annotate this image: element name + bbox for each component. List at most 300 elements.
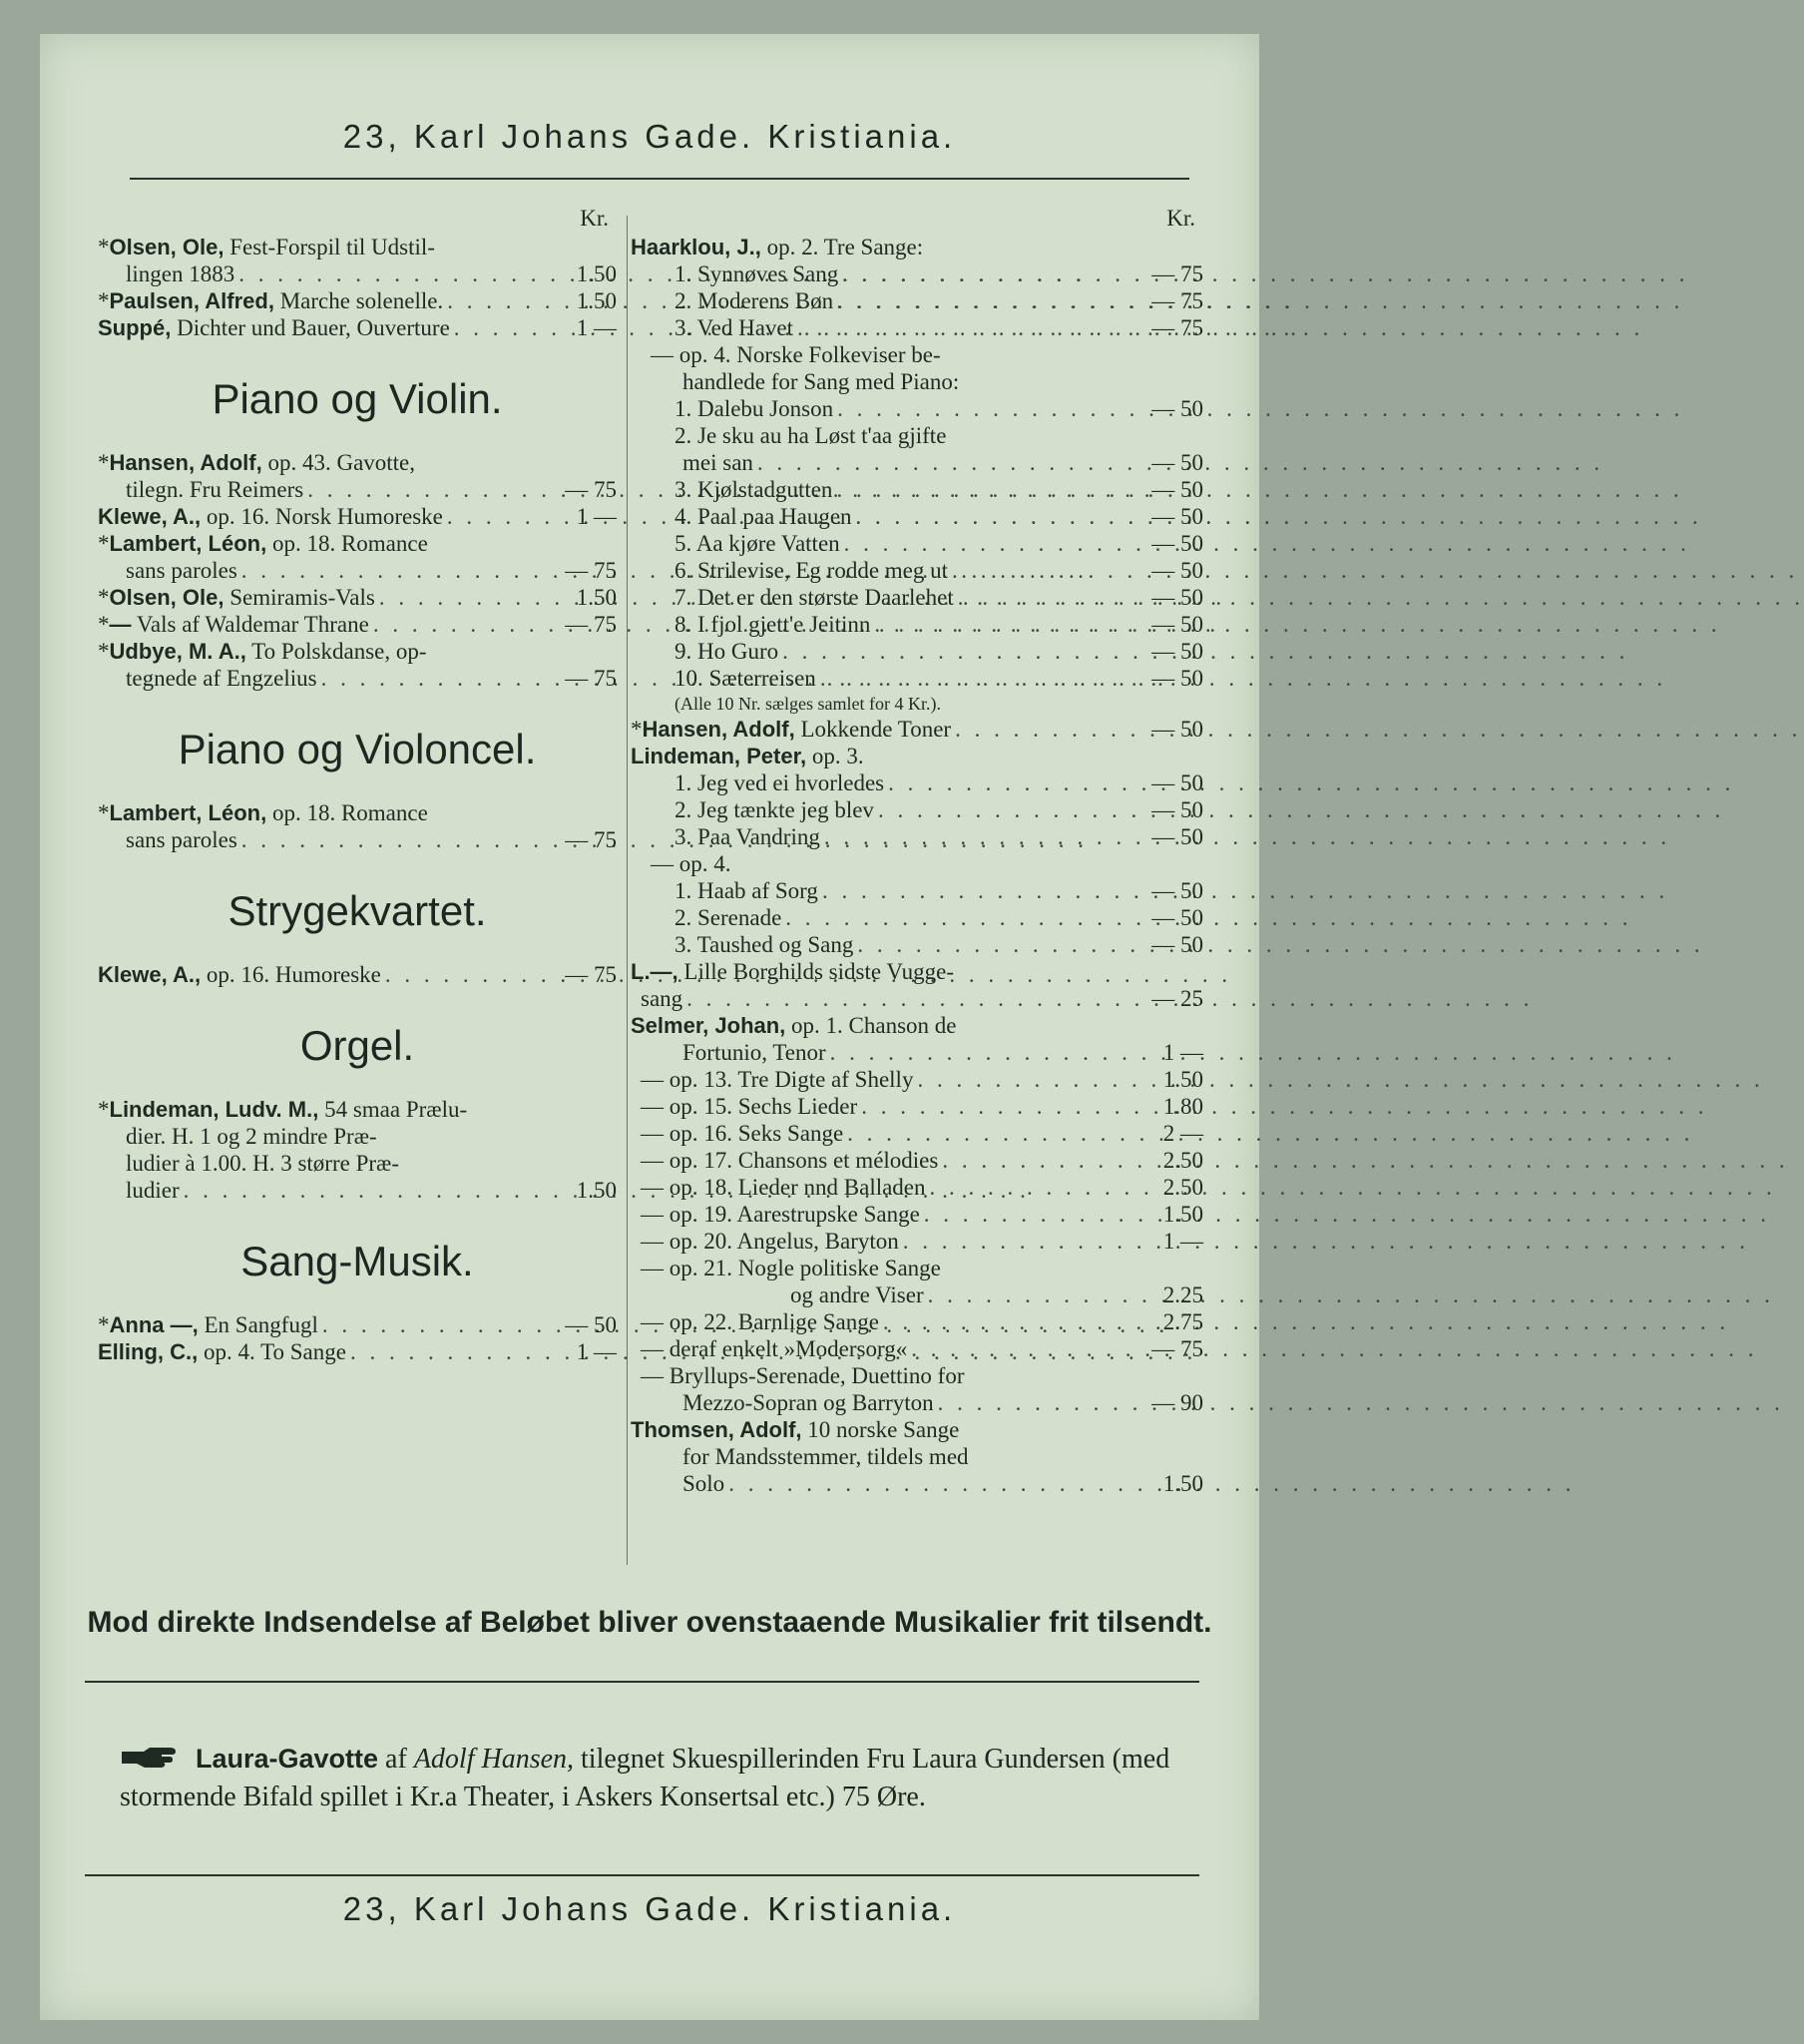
catalog-entry — [631, 1201, 1203, 1228]
entry-price: 1.50 — [1162, 1067, 1203, 1092]
entry-text — [126, 1177, 180, 1204]
entry-continuation: sans paroles — [126, 827, 237, 852]
entry-text — [641, 1308, 879, 1335]
entry-text — [641, 1228, 899, 1255]
entry-text — [675, 530, 840, 557]
bottom-rule — [85, 1874, 1199, 1876]
entry-line — [631, 743, 1203, 769]
dot-leader — [778, 638, 1147, 665]
dot-leader — [907, 1335, 1147, 1362]
entry-price: 1 — — [576, 504, 617, 529]
entry-price: — 75 — [565, 666, 617, 691]
entry-price: — 50 — [1151, 396, 1203, 421]
entry-text — [682, 1389, 934, 1416]
item-text: Solo — [682, 1471, 725, 1496]
dot-leader — [840, 530, 1147, 557]
star-mark: * — [98, 235, 110, 259]
entry-continuation: tilegn. Fru Reimers — [126, 477, 304, 502]
entry-price: — 50 — [565, 1312, 617, 1337]
entry-text — [790, 1281, 924, 1308]
catalog-entry — [631, 395, 1203, 422]
catalog-entry — [631, 1335, 1203, 1362]
entry-price: 1 — — [1162, 1040, 1203, 1065]
catalog-entry — [631, 1147, 1203, 1174]
entry-price: — 75 — [565, 477, 617, 502]
advertisement — [120, 1741, 1199, 1815]
catalog-entry — [631, 314, 1203, 341]
ad-title: Laura-Gavotte — [196, 1744, 379, 1774]
composer-name: Thomsen, Adolf, — [631, 1417, 802, 1442]
item-text: 1. Dalebu Jonson — [675, 396, 834, 421]
catalog-entry — [631, 584, 1203, 611]
composer-name: Haarklou, J., — [631, 235, 761, 259]
entry-price: — 50 — [1151, 450, 1203, 475]
item-text: — op. 15. Sechs Lieder — [641, 1094, 858, 1119]
composer-name: Suppé, — [98, 315, 172, 340]
entry-text — [641, 1120, 843, 1147]
entry-line — [631, 958, 1203, 985]
dot-leader — [318, 1311, 561, 1338]
dot-leader — [838, 260, 1147, 287]
entry-price: — 75 — [1151, 261, 1203, 286]
entry-continuation: sans paroles — [126, 558, 237, 583]
ad-composer: Adolf Hansen, — [413, 1744, 575, 1775]
composer-name: Lambert, Léon, — [109, 800, 267, 825]
entry-text — [98, 611, 369, 638]
dot-leader — [346, 1338, 561, 1365]
entry-price: — 75 — [1151, 288, 1203, 313]
item-text: sang — [641, 986, 683, 1011]
catalog-entry — [98, 665, 617, 692]
composer-name: Hansen, Adolf, — [642, 717, 795, 742]
dot-leader — [820, 823, 1147, 850]
dot-leader — [920, 1201, 1147, 1228]
item-text: 10. Sæterreisen — [675, 666, 816, 691]
item-text: 3. Paa Vandring — [675, 824, 820, 849]
entry-text — [675, 796, 874, 823]
dot-leader — [934, 1389, 1147, 1416]
composer-name: Olsen, Ole, — [109, 585, 225, 610]
composer-name: Klewe, A., — [98, 962, 202, 987]
dot-leader — [369, 611, 561, 638]
right-column — [631, 206, 1203, 1497]
middle-rule — [85, 1681, 1199, 1683]
catalog-entry — [98, 1177, 617, 1204]
dot-leader — [843, 1120, 1147, 1147]
dot-leader — [853, 931, 1147, 958]
catalog-entry — [98, 260, 617, 287]
composer-name: Elling, C., — [98, 1339, 199, 1364]
composer-name: Selmer, Johan, — [631, 1013, 786, 1038]
entry-price: — 50 — [1151, 639, 1203, 664]
entry-price: 1 — — [576, 1339, 617, 1364]
section-heading: Sang-Musik. — [240, 1238, 474, 1284]
catalog-entry — [631, 611, 1203, 638]
dot-leader — [852, 503, 1147, 530]
dot-leader — [924, 1281, 1147, 1308]
catalog-entry — [631, 1066, 1203, 1093]
entry-text — [641, 985, 682, 1012]
entry-price: — 75 — [565, 827, 617, 852]
composer-name: — — [109, 612, 132, 637]
catalog-entry — [98, 314, 617, 341]
entry-price: 2.50 — [1162, 1148, 1203, 1173]
entry-continuation: lingen 1883 — [126, 261, 235, 286]
catalog-entry — [631, 476, 1203, 503]
work-title: 54 smaa Prælu- — [324, 1097, 468, 1122]
entry-line — [98, 1096, 617, 1123]
catalog-entry — [631, 716, 1203, 743]
entry-price: — 50 — [1151, 770, 1203, 795]
ad-text: tilegnet Skuespillerinden Fru Laura Gundersen (med stormende Bifald spillet i Kr.a Theater, i Askers Konsertsal etc.) 75 Øre. — [120, 1744, 1170, 1812]
entry-price: — 90 — [1151, 1390, 1203, 1415]
dot-leader — [381, 961, 561, 988]
entry-text — [675, 503, 852, 530]
dot-leader — [870, 611, 1147, 638]
entry-price: 1.50 — [576, 1178, 617, 1203]
entry-text — [675, 769, 884, 796]
entry-text — [675, 877, 818, 904]
entry-text — [675, 395, 833, 422]
dot-leader — [781, 904, 1147, 931]
catalog-entry — [98, 961, 617, 988]
entry-text — [675, 260, 838, 287]
star-mark: * — [98, 639, 110, 664]
entry-price: 2 — — [1162, 1121, 1203, 1146]
dot-leader — [303, 476, 561, 503]
entry-line: — op. 21. Nogle politiske Sange — [641, 1256, 941, 1280]
entry-price: — 75 — [1151, 1336, 1203, 1361]
dot-leader — [833, 395, 1147, 422]
catalog-entry — [631, 530, 1203, 557]
dot-leader — [948, 557, 1147, 584]
entry-text — [675, 314, 793, 341]
entry-price: — 50 — [1151, 666, 1203, 691]
item-text: — op. 19. Aarestrupske Sange — [641, 1202, 920, 1227]
dot-leader — [879, 1308, 1147, 1335]
dot-leader — [793, 314, 1147, 341]
entry-line — [98, 530, 617, 557]
section-heading: Strygekvartet. — [227, 887, 487, 934]
entry-text — [675, 665, 816, 692]
dot-leader — [951, 716, 1147, 743]
entry-text — [682, 1039, 826, 1066]
entry-line — [98, 449, 617, 476]
item-text: — op. 18. Lieder nnd Balladen — [641, 1175, 926, 1200]
dot-leader — [375, 584, 561, 611]
work-title: Lokkende Toner — [800, 717, 952, 742]
page-header: 23, Karl Johans Gade. Kristiania. — [342, 118, 957, 155]
entry-price: 1.50 — [1162, 1202, 1203, 1227]
dot-leader — [884, 769, 1147, 796]
entry-text — [98, 287, 443, 314]
entry-price: — 50 — [1151, 558, 1203, 583]
catalog-entry — [631, 1039, 1203, 1066]
entry-line: 2. Je sku au ha Løst t'aa gjifte — [675, 423, 947, 448]
entry-text — [98, 314, 450, 341]
dot-leader — [682, 985, 1147, 1012]
entry-text — [675, 476, 832, 503]
entry-price: — 75 — [565, 962, 617, 987]
entry-price: 2.50 — [1162, 1175, 1203, 1200]
item-text: Mezzo-Sopran og Barryton — [682, 1390, 934, 1415]
work-title: op. 18. Romance — [271, 531, 428, 556]
entry-text — [126, 557, 237, 584]
composer-name: Udbye, M. A., — [109, 639, 246, 664]
work-title: op. 18. Romance — [271, 800, 428, 825]
dot-leader — [450, 314, 561, 341]
entry-price: — 50 — [1151, 824, 1203, 849]
star-mark: * — [98, 1097, 110, 1122]
item-text: 1. Synnøves Sang — [675, 261, 839, 286]
section-heading: Piano og Violoncel. — [178, 726, 537, 772]
catalog-entry — [631, 503, 1203, 530]
dot-leader — [180, 1177, 561, 1204]
entry-text — [98, 1311, 318, 1338]
currency-label: Kr. — [1166, 206, 1195, 231]
composer-name: L.—, — [631, 959, 678, 984]
catalog-entry — [98, 503, 617, 530]
entry-price: 1.50 — [576, 261, 617, 286]
work-title: op. 2. Tre Sange: — [766, 235, 924, 259]
item-text: — op. 13. Tre Digte af Shelly — [641, 1067, 914, 1092]
catalog-entry — [631, 665, 1203, 692]
entry-line: — op. 4. — [651, 851, 731, 876]
composer-name: Anna —, — [109, 1312, 199, 1337]
item-text: og andre Viser — [790, 1282, 924, 1307]
entry-text — [675, 904, 781, 931]
work-title: Dichter und Bauer, Ouverture — [177, 315, 450, 340]
dot-leader — [237, 557, 561, 584]
star-mark: * — [98, 585, 110, 610]
entry-price: — 50 — [1151, 504, 1203, 529]
item-text: — op. 16. Seks Sange — [641, 1121, 844, 1146]
entry-price: — 50 — [1151, 905, 1203, 930]
catalog-entry — [631, 1389, 1203, 1416]
catalog-entry — [631, 287, 1203, 314]
dot-leader — [818, 877, 1147, 904]
item-text: 3. Kjølstadgutten — [675, 477, 833, 502]
catalog-entry — [631, 931, 1203, 958]
catalog-entry — [631, 1308, 1203, 1335]
entry-text — [641, 1201, 920, 1228]
work-title: op. 43. Gavotte, — [267, 450, 416, 475]
item-text: 3. Ved Havet — [675, 315, 794, 340]
item-text: 6. Strilevise, Eg rodde meg ut — [675, 558, 949, 583]
dot-leader — [938, 1147, 1147, 1174]
entry-text — [98, 584, 375, 611]
entry-price: — 50 — [1151, 797, 1203, 822]
star-mark: * — [98, 450, 110, 475]
entry-text — [126, 476, 303, 503]
catalog-entry — [98, 1338, 617, 1365]
entry-line — [631, 1416, 1203, 1443]
entry-line: handlede for Sang med Piano: — [682, 369, 960, 394]
catalog-entry — [631, 449, 1203, 476]
entry-text — [675, 584, 954, 611]
dot-leader — [816, 665, 1147, 692]
entry-price: — 50 — [1151, 878, 1203, 903]
entry-price: — 50 — [1151, 585, 1203, 610]
entry-text — [98, 503, 443, 530]
dot-leader — [874, 796, 1147, 823]
entry-price: — 75 — [565, 558, 617, 583]
item-text: 1. Jeg ved ei hvorledes — [675, 770, 885, 795]
work-title: Fest-Forspil til Udstil- — [229, 235, 435, 259]
catalog-entry — [631, 1174, 1203, 1201]
dot-leader — [826, 1039, 1147, 1066]
entry-line: — Bryllups-Serenade, Duettino for — [641, 1363, 965, 1388]
dot-leader — [753, 449, 1147, 476]
composer-name: Hansen, Adolf, — [109, 450, 262, 475]
catalog-entry — [98, 584, 617, 611]
work-title: 10 norske Sange — [807, 1417, 960, 1442]
entry-text — [98, 1338, 346, 1365]
dot-leader — [926, 1174, 1147, 1201]
catalog-entry — [98, 826, 617, 853]
pointing-hand-icon — [120, 1744, 184, 1780]
composer-name: Paulsen, Alfred, — [109, 288, 274, 313]
entry-price: 1.80 — [1162, 1094, 1203, 1119]
entry-text — [641, 1147, 938, 1174]
section-heading: Orgel. — [299, 1022, 415, 1069]
work-title: Vals af Waldemar Thrane — [136, 612, 369, 637]
dot-leader — [913, 1066, 1147, 1093]
star-mark: * — [98, 288, 110, 313]
entry-text — [675, 638, 778, 665]
catalog-entry — [98, 1311, 617, 1338]
dot-leader — [833, 287, 1147, 314]
composer-name: Lindeman, Peter, — [631, 744, 807, 768]
catalog-entry — [631, 904, 1203, 931]
catalog-entry — [631, 638, 1203, 665]
star-mark: * — [98, 1312, 110, 1337]
work-title: op. 16. Humoreske — [206, 962, 381, 987]
entry-price: 1 — — [576, 315, 617, 340]
entry-price: 2.75 — [1162, 1309, 1203, 1334]
entry-continuation: tegnede af Engzelius — [126, 666, 317, 691]
star-mark: * — [98, 531, 110, 556]
catalog-entry — [631, 769, 1203, 796]
catalog-entry — [631, 1093, 1203, 1120]
dot-leader — [832, 476, 1147, 503]
entry-text — [675, 287, 833, 314]
entry-price: — 50 — [1151, 477, 1203, 502]
item-text: Fortunio, Tenor — [682, 1040, 826, 1065]
work-title: op. 16. Norsk Humoreske — [206, 504, 443, 529]
item-text: — op. 20. Angelus, Baryton — [641, 1229, 899, 1254]
catalog-entry — [98, 611, 617, 638]
dot-leader — [724, 1470, 1147, 1497]
entry-text — [675, 611, 870, 638]
entry-text — [641, 1335, 907, 1362]
page-footer: 23, Karl Johans Gade. Kristiania. — [342, 1890, 957, 1927]
entry-text — [675, 557, 948, 584]
star-mark: * — [98, 612, 110, 637]
star-mark: * — [631, 717, 643, 742]
entry-price: — 50 — [1151, 932, 1203, 957]
item-text: 9. Ho Guro — [675, 639, 779, 664]
work-title: Semiramis-Vals — [229, 585, 375, 610]
dot-leader — [443, 503, 561, 530]
dot-leader — [954, 584, 1147, 611]
star-mark: * — [98, 800, 110, 825]
item-text: 2. Serenade — [675, 905, 782, 930]
entry-text — [675, 823, 820, 850]
catalog-entry — [631, 823, 1203, 850]
composer-name: Olsen, Ole, — [109, 235, 225, 259]
work-title: op. 3. — [811, 744, 864, 768]
entry-line — [631, 1012, 1203, 1039]
catalog-entry — [631, 1120, 1203, 1147]
entry-price: 1.50 — [1162, 1471, 1203, 1496]
entry-continuation: ludier — [126, 1178, 180, 1203]
work-title: To Polskdanse, op- — [251, 639, 427, 664]
entry-text — [126, 826, 237, 853]
entry-line — [98, 638, 617, 665]
catalog-entry — [98, 476, 617, 503]
item-text: 4. Paal paa Haugen — [675, 504, 852, 529]
work-title: En Sangfugl — [204, 1312, 318, 1337]
entry-price: 1 — — [1162, 1229, 1203, 1254]
catalog-entry — [631, 1470, 1203, 1497]
work-title: op. 1. Chanson de — [791, 1013, 957, 1038]
entry-line: — op. 4. Norske Folkeviser be- — [651, 342, 941, 367]
catalog-entry — [631, 260, 1203, 287]
catalog-entry — [631, 1281, 1203, 1308]
entry-price: — 50 — [1151, 717, 1203, 742]
catalog-entry — [631, 796, 1203, 823]
entry-text — [682, 449, 753, 476]
entry-price: — 75 — [565, 612, 617, 637]
entry-text — [98, 961, 381, 988]
dot-leader — [234, 260, 561, 287]
currency-label: Kr. — [580, 206, 609, 231]
entry-price: 2.25 — [1162, 1282, 1203, 1307]
entry-text — [641, 1066, 913, 1093]
work-title: op. 4. To Sange — [203, 1339, 346, 1364]
entry-text — [126, 260, 234, 287]
entry-text — [126, 665, 317, 692]
item-text: 2. Moderens Bøn — [675, 288, 834, 313]
dot-leader — [857, 1093, 1147, 1120]
item-text: 2. Jeg tænkte jeg blev — [675, 797, 874, 822]
entry-text — [675, 931, 853, 958]
entry-note: (Alle 10 Nr. sælges samlet for 4 Kr.). — [675, 694, 941, 714]
catalog-entry — [631, 877, 1203, 904]
item-text: — deraf enkelt »Modersorg« — [641, 1336, 908, 1361]
dot-leader — [237, 826, 561, 853]
entry-text — [641, 1093, 857, 1120]
entry-line — [98, 234, 617, 260]
entry-line — [98, 799, 617, 826]
entry-text — [682, 1470, 724, 1497]
entry-price: — 50 — [1151, 531, 1203, 556]
item-text: 1. Haab af Sorg — [675, 878, 818, 903]
entry-price: 1.50 — [576, 288, 617, 313]
entry-price: — 25 — [1151, 986, 1203, 1011]
dot-leader — [899, 1228, 1147, 1255]
item-text: 3. Taushed og Sang — [675, 932, 854, 957]
entry-price: — 75 — [1151, 315, 1203, 340]
work-title: Lille Borghilds sidste Vugge- — [683, 959, 954, 984]
entry-price: — 50 — [1151, 612, 1203, 637]
shipping-notice: Mod direkte Indsendelse af Beløbet bliver ovenstaaende Musikalier frit tilsendt. — [87, 1606, 1212, 1639]
composer-name: Lambert, Léon, — [109, 531, 267, 556]
entry-text — [641, 1174, 926, 1201]
catalog-entry — [631, 1228, 1203, 1255]
entry-price: 1.50 — [576, 585, 617, 610]
